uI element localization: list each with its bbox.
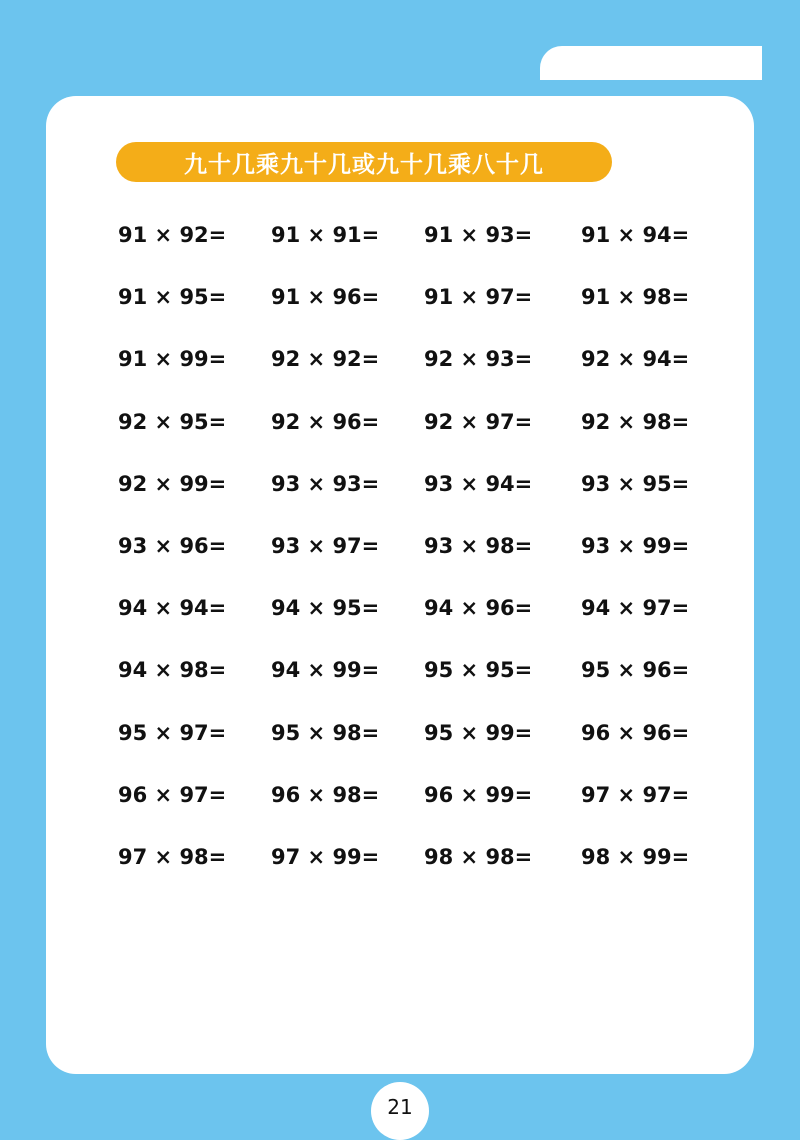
page-title: 九十几乘九十几或九十几乘八十几: [184, 151, 544, 178]
multiplication-problem: 91 × 94=: [581, 223, 690, 247]
multiplication-problem: 94 × 99=: [271, 658, 380, 683]
multiplication-problem: 94 × 96=: [424, 596, 533, 621]
multiplication-problem: 93 × 93=: [271, 471, 380, 496]
page-number-badge: [371, 1082, 429, 1140]
multiplication-problem: 93 × 97=: [271, 533, 380, 558]
page-number: 21: [387, 1095, 413, 1119]
multiplication-problem: 93 × 95=: [581, 471, 690, 496]
multiplication-problem: 91 × 91=: [271, 223, 380, 247]
multiplication-problem: 91 × 93=: [424, 223, 533, 247]
multiplication-problem: 95 × 96=: [581, 658, 690, 683]
multiplication-problem: 93 × 96=: [118, 533, 227, 558]
multiplication-problem: 91 × 98=: [581, 285, 690, 310]
multiplication-problem: 92 × 95=: [118, 409, 227, 434]
multiplication-problem: 92 × 94=: [581, 347, 690, 372]
multiplication-problem: 95 × 98=: [271, 720, 380, 745]
multiplication-problem: 96 × 97=: [118, 782, 227, 807]
multiplication-problem: 92 × 99=: [118, 471, 227, 496]
multiplication-problem: 95 × 95=: [424, 658, 533, 683]
problem-grid: [118, 214, 718, 898]
title-banner: [116, 142, 612, 182]
multiplication-problem: 92 × 98=: [581, 409, 690, 434]
multiplication-problem: 97 × 98=: [118, 844, 227, 869]
multiplication-problem: 91 × 99=: [118, 347, 227, 372]
multiplication-problem: 91 × 96=: [271, 285, 380, 310]
multiplication-problem: 98 × 99=: [581, 844, 690, 869]
multiplication-problem: 96 × 96=: [581, 720, 690, 745]
multiplication-problem: 92 × 92=: [271, 347, 380, 372]
multiplication-problem: 93 × 94=: [424, 471, 533, 496]
multiplication-problem: 98 × 98=: [424, 844, 533, 869]
multiplication-problem: 91 × 95=: [118, 285, 227, 310]
multiplication-problem: 95 × 97=: [118, 720, 227, 745]
multiplication-problem: 93 × 99=: [581, 533, 690, 558]
multiplication-problem: 91 × 92=: [118, 223, 227, 247]
multiplication-problem: 92 × 96=: [271, 409, 380, 434]
multiplication-problem: 94 × 97=: [581, 596, 690, 621]
multiplication-problem: 94 × 95=: [271, 596, 380, 621]
multiplication-problem: 92 × 93=: [424, 347, 533, 372]
multiplication-problem: 95 × 99=: [424, 720, 533, 745]
multiplication-problem: 91 × 97=: [424, 285, 533, 310]
multiplication-problem: 96 × 98=: [271, 782, 380, 807]
multiplication-problem: 94 × 94=: [118, 596, 227, 621]
multiplication-problem: 97 × 99=: [271, 844, 380, 869]
multiplication-problem: 92 × 97=: [424, 409, 533, 434]
page-corner-tab: [540, 46, 762, 80]
multiplication-problem: 97 × 97=: [581, 782, 690, 807]
multiplication-problem: 93 × 98=: [424, 533, 533, 558]
multiplication-problem: 96 × 99=: [424, 782, 533, 807]
multiplication-problem: 94 × 98=: [118, 658, 227, 683]
